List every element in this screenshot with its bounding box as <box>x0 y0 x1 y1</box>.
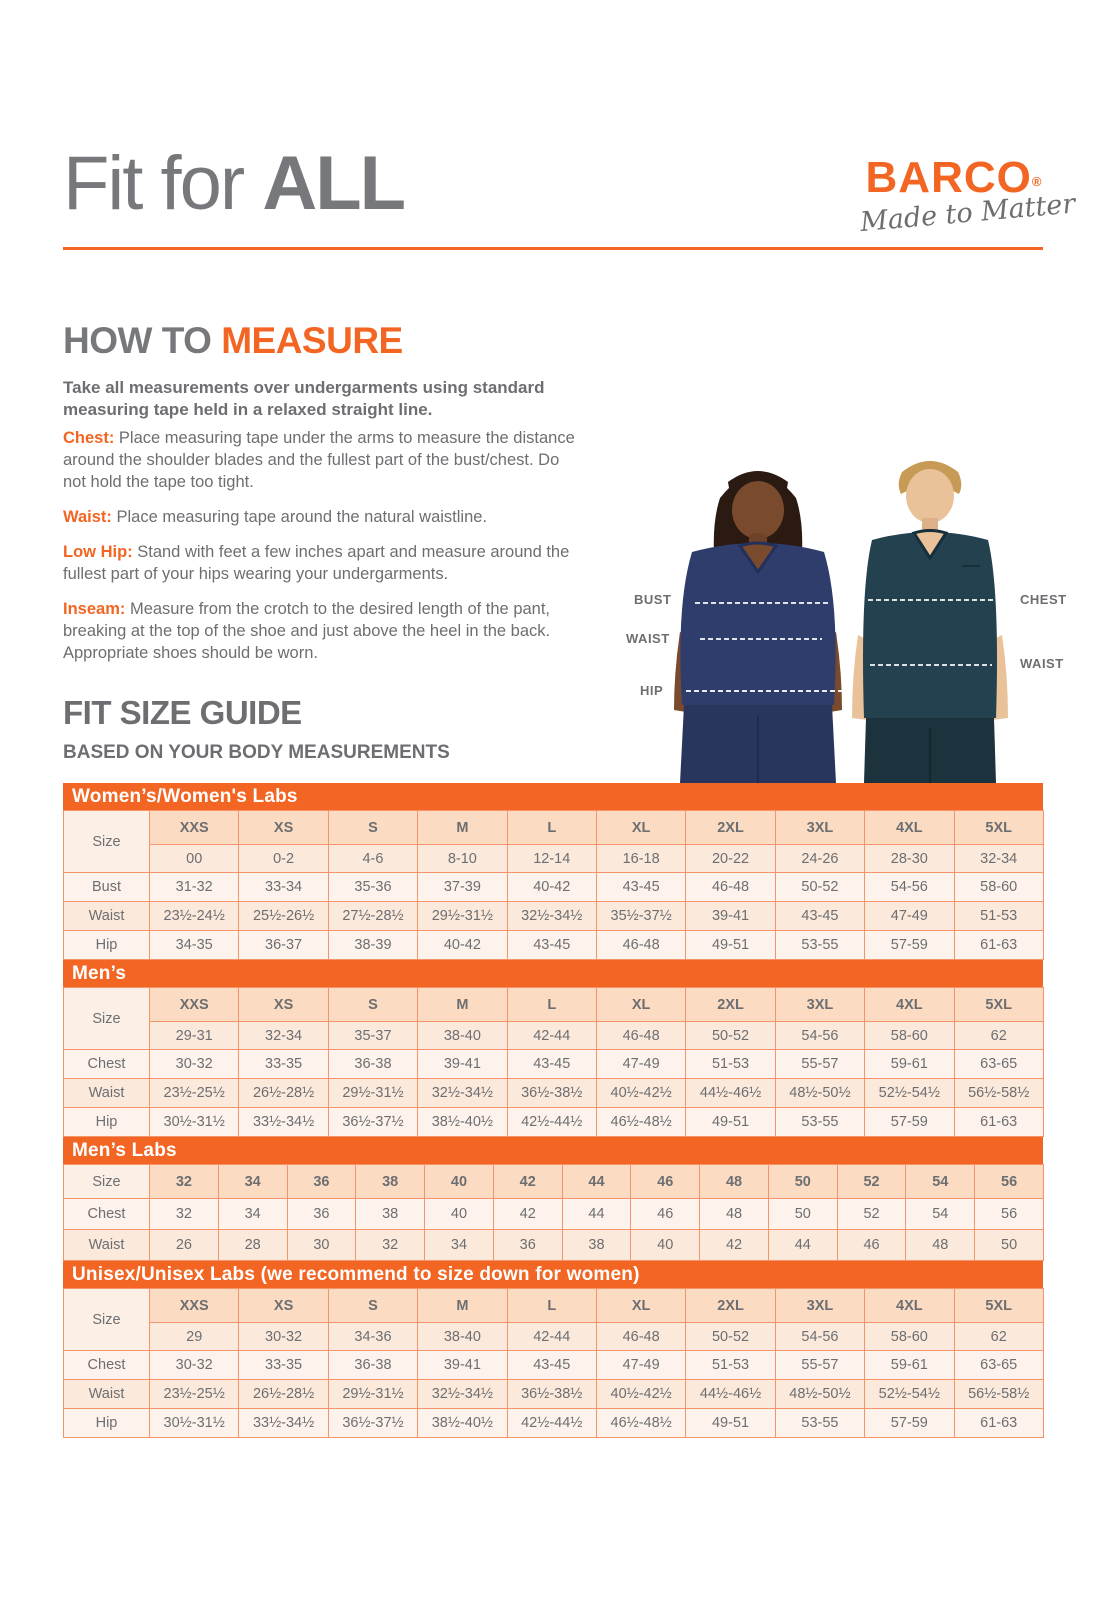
measurement-cell: 32 <box>356 1230 425 1261</box>
brand-logo <box>858 153 1077 239</box>
measurement-cell: 26½-28½ <box>239 1079 328 1108</box>
size-header-cell: XL <box>596 988 685 1022</box>
bust-label: BUST <box>634 592 672 607</box>
measurement-cell: 49-51 <box>686 1409 775 1438</box>
size-header-cell: L <box>507 988 596 1022</box>
size-header-cell: S <box>328 1289 417 1323</box>
size-header-cell: 48 <box>700 1165 769 1199</box>
measurement-cell: 25½-26½ <box>239 902 328 931</box>
size-numbers-row <box>64 1323 1044 1351</box>
measurement-cell: 36-38 <box>328 1050 417 1079</box>
measurement-cell: 61-63 <box>954 1409 1043 1438</box>
measurement-cell: 63-65 <box>954 1050 1043 1079</box>
measurement-cell: 52 <box>837 1199 906 1230</box>
measurement-cell: 59-61 <box>865 1050 954 1079</box>
measurement-cell: 50 <box>768 1199 837 1230</box>
measure-item-label: Low Hip: <box>63 542 133 561</box>
measurement-cell: 33½-34½ <box>239 1409 328 1438</box>
measurement-cell: 36½-37½ <box>328 1409 417 1438</box>
size-header-cell: 50 <box>768 1165 837 1199</box>
size-table <box>63 810 1044 960</box>
measurement-cell: 35½-37½ <box>596 902 685 931</box>
measurement-cell: 50-52 <box>775 873 864 902</box>
hip-label: HIP <box>640 683 664 698</box>
size-header-cell: XXS <box>150 988 239 1022</box>
measurement-cell: 30½-31½ <box>150 1409 239 1438</box>
size-number-cell: 50-52 <box>686 1022 775 1050</box>
size-header-cell: 42 <box>493 1165 562 1199</box>
brand-tagline: Made to Matter <box>858 188 1077 239</box>
measurement-row <box>64 1351 1044 1380</box>
measurement-cell: 52½-54½ <box>865 1380 954 1409</box>
measurement-cell: 28 <box>218 1230 287 1261</box>
measurement-cell: 36½-38½ <box>507 1380 596 1409</box>
size-header-cell: 32 <box>150 1165 219 1199</box>
measurement-cell: 23½-25½ <box>150 1380 239 1409</box>
measurement-cell: 46 <box>631 1199 700 1230</box>
measurement-row <box>64 1108 1044 1137</box>
size-header-cell: M <box>418 811 507 845</box>
measurement-cell: 48 <box>906 1230 975 1261</box>
size-number-cell: 42-44 <box>507 1323 596 1351</box>
measurement-cell: 42½-44½ <box>507 1409 596 1438</box>
size-header-cell: 46 <box>631 1165 700 1199</box>
measurement-cell: 43-45 <box>775 902 864 931</box>
measurement-cell: 32½-34½ <box>418 1079 507 1108</box>
measurement-cell: 38½-40½ <box>418 1409 507 1438</box>
measurement-cell: 51-53 <box>686 1050 775 1079</box>
measurement-cell: 47-49 <box>865 902 954 931</box>
row-label-cell: Waist <box>64 1230 150 1261</box>
measurement-cell: 30-32 <box>150 1351 239 1380</box>
size-number-cell: 35-37 <box>328 1022 417 1050</box>
measurement-cell: 37-39 <box>418 873 507 902</box>
size-header-cell: XL <box>596 811 685 845</box>
size-header-cell: 4XL <box>865 811 954 845</box>
female-model <box>674 471 842 783</box>
measurement-cell: 27½-28½ <box>328 902 417 931</box>
measurement-cell: 43-45 <box>596 873 685 902</box>
measurement-cell: 36-37 <box>239 931 328 960</box>
measurement-cell: 36½-38½ <box>507 1079 596 1108</box>
measurement-cell: 38½-40½ <box>418 1108 507 1137</box>
size-header-cell: 4XL <box>865 988 954 1022</box>
size-header-cell: 56 <box>975 1165 1044 1199</box>
row-label-cell: Waist <box>64 1380 150 1409</box>
measurement-cell: 33-35 <box>239 1351 328 1380</box>
size-number-cell: 20-22 <box>686 845 775 873</box>
measurement-row <box>64 873 1044 902</box>
measurement-cell: 44 <box>562 1199 631 1230</box>
size-number-cell: 30-32 <box>239 1323 328 1351</box>
measurement-cell: 39-41 <box>686 902 775 931</box>
measurement-cell: 38 <box>562 1230 631 1261</box>
size-header-cell: 2XL <box>686 988 775 1022</box>
size-table-title-bar: Men’s <box>63 960 1043 987</box>
measurement-cell: 32 <box>150 1199 219 1230</box>
size-number-cell: 50-52 <box>686 1323 775 1351</box>
measurement-cell: 57-59 <box>865 1409 954 1438</box>
size-number-cell: 4-6 <box>328 845 417 873</box>
measure-item: Low Hip: Stand with feet a few inches apart and measure around the fullest part of your hips wearing your undergarments. <box>63 542 570 583</box>
size-number-cell: 58-60 <box>865 1323 954 1351</box>
size-number-cell: 29-31 <box>150 1022 239 1050</box>
size-header-cell: 3XL <box>775 811 864 845</box>
measurement-cell: 42 <box>700 1230 769 1261</box>
measurement-cell: 38 <box>356 1199 425 1230</box>
size-col-label-cell: Size <box>64 1165 150 1199</box>
size-number-cell: 0-2 <box>239 845 328 873</box>
size-header-cell: S <box>328 811 417 845</box>
measurement-cell: 36 <box>287 1199 356 1230</box>
row-label-cell: Chest <box>64 1351 150 1380</box>
size-col-label-cell: Size <box>64 988 150 1050</box>
measurement-cell: 31-32 <box>150 873 239 902</box>
measurement-row <box>64 1079 1044 1108</box>
registered-mark: ® <box>1031 174 1043 189</box>
measurement-cell: 33-34 <box>239 873 328 902</box>
measurement-cell: 48½-50½ <box>775 1079 864 1108</box>
size-tables <box>63 783 1043 1438</box>
size-table-title-bar: Women’s/Women's Labs <box>63 783 1043 810</box>
measurement-cell: 56½-58½ <box>954 1380 1043 1409</box>
size-header-cell: 54 <box>906 1165 975 1199</box>
row-label-cell: Hip <box>64 1409 150 1438</box>
size-header-cell: 5XL <box>954 1289 1043 1323</box>
size-header-cell: 44 <box>562 1165 631 1199</box>
measurement-cell: 40-42 <box>507 873 596 902</box>
size-table-title-bar: Unisex/Unisex Labs (we recommend to size down for women) <box>63 1261 1043 1288</box>
size-header-cell: 3XL <box>775 988 864 1022</box>
size-header-cell: M <box>418 988 507 1022</box>
size-header-row <box>64 811 1044 845</box>
size-number-cell: 62 <box>954 1323 1043 1351</box>
measurement-cell: 56½-58½ <box>954 1079 1043 1108</box>
measurement-cell: 26½-28½ <box>239 1380 328 1409</box>
size-header-cell: 52 <box>837 1165 906 1199</box>
measurement-cell: 46½-48½ <box>596 1409 685 1438</box>
size-number-cell: 24-26 <box>775 845 864 873</box>
measurement-cell: 32½-34½ <box>507 902 596 931</box>
measurement-cell: 32½-34½ <box>418 1380 507 1409</box>
measurement-cell: 59-61 <box>865 1351 954 1380</box>
male-model <box>852 461 1008 783</box>
size-col-label-cell: Size <box>64 811 150 873</box>
measurement-cell: 43-45 <box>507 1351 596 1380</box>
size-header-cell: 4XL <box>865 1289 954 1323</box>
header-divider <box>63 247 1043 250</box>
measurement-cell: 46 <box>837 1230 906 1261</box>
measurement-cell: 26 <box>150 1230 219 1261</box>
measurement-cell: 30 <box>287 1230 356 1261</box>
size-number-cell: 8-10 <box>418 845 507 873</box>
measure-item-label: Inseam: <box>63 599 126 618</box>
size-number-cell: 29 <box>150 1323 239 1351</box>
size-number-cell: 32-34 <box>954 845 1043 873</box>
measurement-cell: 34-35 <box>150 931 239 960</box>
size-number-cell: 46-48 <box>596 1022 685 1050</box>
measure-item: Inseam: Measure from the crotch to the desired length of the pant, breaking at the top of the shoe and just above the heel in the back. Appropriate shoes should be worn. <box>63 599 551 662</box>
measurement-cell: 46-48 <box>596 931 685 960</box>
measurement-cell: 49-51 <box>686 931 775 960</box>
size-number-cell: 16-18 <box>596 845 685 873</box>
measurement-cell: 49-51 <box>686 1108 775 1137</box>
measurement-cell: 42½-44½ <box>507 1108 596 1137</box>
measure-instructions-list <box>63 428 578 677</box>
measurement-cell: 23½-24½ <box>150 902 239 931</box>
size-header-row <box>64 1289 1044 1323</box>
size-number-cell: 32-34 <box>239 1022 328 1050</box>
measurement-cell: 34 <box>425 1230 494 1261</box>
models-figure <box>600 420 1108 783</box>
measurement-cell: 44½-46½ <box>686 1079 775 1108</box>
measurement-row <box>64 1380 1044 1409</box>
row-label-cell: Waist <box>64 902 150 931</box>
size-number-cell: 54-56 <box>775 1022 864 1050</box>
page-title-light: Fit for <box>63 141 263 226</box>
measurement-cell: 40½-42½ <box>596 1380 685 1409</box>
measurement-cell: 46½-48½ <box>596 1108 685 1137</box>
row-label-cell: Chest <box>64 1199 150 1230</box>
how-to-measure-heading <box>63 320 403 362</box>
measurement-cell: 56 <box>975 1199 1044 1230</box>
measurement-cell: 46-48 <box>686 873 775 902</box>
measurement-cell: 48½-50½ <box>775 1380 864 1409</box>
measurement-cell: 33½-34½ <box>239 1108 328 1137</box>
row-label-cell: Hip <box>64 931 150 960</box>
measurement-cell: 47-49 <box>596 1351 685 1380</box>
size-number-cell: 42-44 <box>507 1022 596 1050</box>
measurement-cell: 51-53 <box>954 902 1043 931</box>
measurement-cell: 42 <box>493 1199 562 1230</box>
measurement-cell: 40 <box>631 1230 700 1261</box>
size-header-row <box>64 1165 1044 1199</box>
fit-size-guide-heading: FIT SIZE GUIDE <box>63 694 302 731</box>
measurement-cell: 61-63 <box>954 931 1043 960</box>
size-numbers-row <box>64 845 1044 873</box>
waist-label-left: WAIST <box>626 631 670 646</box>
measurement-cell: 52½-54½ <box>865 1079 954 1108</box>
size-header-cell: XXS <box>150 811 239 845</box>
measurement-cell: 39-41 <box>418 1351 507 1380</box>
size-header-cell: XXS <box>150 1289 239 1323</box>
size-number-cell: 62 <box>954 1022 1043 1050</box>
measurement-row <box>64 1199 1044 1230</box>
measurement-cell: 63-65 <box>954 1351 1043 1380</box>
row-label-cell: Waist <box>64 1079 150 1108</box>
measurement-cell: 44 <box>768 1230 837 1261</box>
waist-label-right: WAIST <box>1020 656 1064 671</box>
measurement-cell: 36-38 <box>328 1351 417 1380</box>
measurement-cell: 30½-31½ <box>150 1108 239 1137</box>
size-number-cell: 54-56 <box>775 1323 864 1351</box>
size-header-cell: 2XL <box>686 811 775 845</box>
measurement-row <box>64 1409 1044 1438</box>
measurement-row <box>64 1230 1044 1261</box>
measurement-cell: 48 <box>700 1199 769 1230</box>
measurement-cell: 29½-31½ <box>418 902 507 931</box>
size-header-cell: XL <box>596 1289 685 1323</box>
size-numbers-row <box>64 1022 1044 1050</box>
size-header-cell: XS <box>239 1289 328 1323</box>
heading-prefix: HOW TO <box>63 320 222 361</box>
size-number-cell: 46-48 <box>596 1323 685 1351</box>
size-number-cell: 34-36 <box>328 1323 417 1351</box>
measure-item: Waist: Place measuring tape around the natural waistline. <box>63 507 488 526</box>
size-table-title-bar: Men’s Labs <box>63 1137 1043 1164</box>
size-header-cell: 36 <box>287 1165 356 1199</box>
measurement-cell: 51-53 <box>686 1351 775 1380</box>
size-header-cell: 3XL <box>775 1289 864 1323</box>
measurement-cell: 40-42 <box>418 931 507 960</box>
size-header-cell: S <box>328 988 417 1022</box>
size-header-cell: 5XL <box>954 811 1043 845</box>
size-header-cell: XS <box>239 811 328 845</box>
size-header-cell: XS <box>239 988 328 1022</box>
measurement-cell: 43-45 <box>507 1050 596 1079</box>
size-header-cell: M <box>418 1289 507 1323</box>
measurement-cell: 34 <box>218 1199 287 1230</box>
size-header-cell: L <box>507 1289 596 1323</box>
size-number-cell: 38-40 <box>418 1323 507 1351</box>
size-header-cell: 2XL <box>686 1289 775 1323</box>
size-number-cell: 12-14 <box>507 845 596 873</box>
row-label-cell: Hip <box>64 1108 150 1137</box>
measure-item-label: Chest: <box>63 429 115 447</box>
measure-item: Chest: Place measuring tape under the arms to measure the distance around the shoulder blades and the fullest part of the bust/chest. Do not hold the tape too tight. <box>63 429 575 491</box>
measurement-cell: 61-63 <box>954 1108 1043 1137</box>
measurement-cell: 29½-31½ <box>328 1079 417 1108</box>
measurement-cell: 39-41 <box>418 1050 507 1079</box>
measurement-cell: 35-36 <box>328 873 417 902</box>
measurement-cell: 40 <box>425 1199 494 1230</box>
measurement-cell: 23½-25½ <box>150 1079 239 1108</box>
size-header-cell: 34 <box>218 1165 287 1199</box>
measure-item-label: Waist: <box>63 507 112 526</box>
measurement-cell: 38-39 <box>328 931 417 960</box>
size-col-label-cell: Size <box>64 1289 150 1351</box>
size-number-cell: 58-60 <box>865 1022 954 1050</box>
measurement-cell: 58-60 <box>954 873 1043 902</box>
measurement-cell: 29½-31½ <box>328 1380 417 1409</box>
measurement-cell: 43-45 <box>507 931 596 960</box>
size-header-row <box>64 988 1044 1022</box>
measurement-row <box>64 931 1044 960</box>
measurement-cell: 50 <box>975 1230 1044 1261</box>
page-title <box>63 141 405 226</box>
measurement-cell: 36½-37½ <box>328 1108 417 1137</box>
measurement-cell: 54 <box>906 1199 975 1230</box>
measurement-cell: 40½-42½ <box>596 1079 685 1108</box>
brand-name-text: BARCO <box>865 153 1032 202</box>
measurement-cell: 33-35 <box>239 1050 328 1079</box>
measurement-cell: 44½-46½ <box>686 1380 775 1409</box>
size-header-cell: 5XL <box>954 988 1043 1022</box>
heading-accent: MEASURE <box>221 320 403 361</box>
measurement-cell: 53-55 <box>775 931 864 960</box>
size-table <box>63 1288 1044 1438</box>
measurement-cell: 30-32 <box>150 1050 239 1079</box>
measurement-cell: 53-55 <box>775 1108 864 1137</box>
row-label-cell: Chest <box>64 1050 150 1079</box>
size-table <box>63 1164 1044 1261</box>
measurement-cell: 57-59 <box>865 931 954 960</box>
measurement-cell: 47-49 <box>596 1050 685 1079</box>
measurement-cell: 54-56 <box>865 873 954 902</box>
measurement-cell: 57-59 <box>865 1108 954 1137</box>
size-table <box>63 987 1044 1137</box>
fit-size-guide-subheading: BASED ON YOUR BODY MEASUREMENTS <box>63 742 450 763</box>
row-label-cell: Bust <box>64 873 150 902</box>
size-number-cell: 28-30 <box>865 845 954 873</box>
page-title-bold: ALL <box>262 141 405 226</box>
size-number-cell: 00 <box>150 845 239 873</box>
measurement-cell: 53-55 <box>775 1409 864 1438</box>
measurement-cell: 55-57 <box>775 1050 864 1079</box>
size-header-cell: 40 <box>425 1165 494 1199</box>
size-header-cell: 38 <box>356 1165 425 1199</box>
how-to-measure-intro: Take all measurements over undergarments using standard measuring tape held in a relaxed straight line. <box>63 378 545 420</box>
measurement-cell: 55-57 <box>775 1351 864 1380</box>
chest-label: CHEST <box>1020 592 1067 607</box>
size-header-cell: L <box>507 811 596 845</box>
measurement-cell: 36 <box>493 1230 562 1261</box>
measurement-row <box>64 1050 1044 1079</box>
size-number-cell: 38-40 <box>418 1022 507 1050</box>
measurement-row <box>64 902 1044 931</box>
